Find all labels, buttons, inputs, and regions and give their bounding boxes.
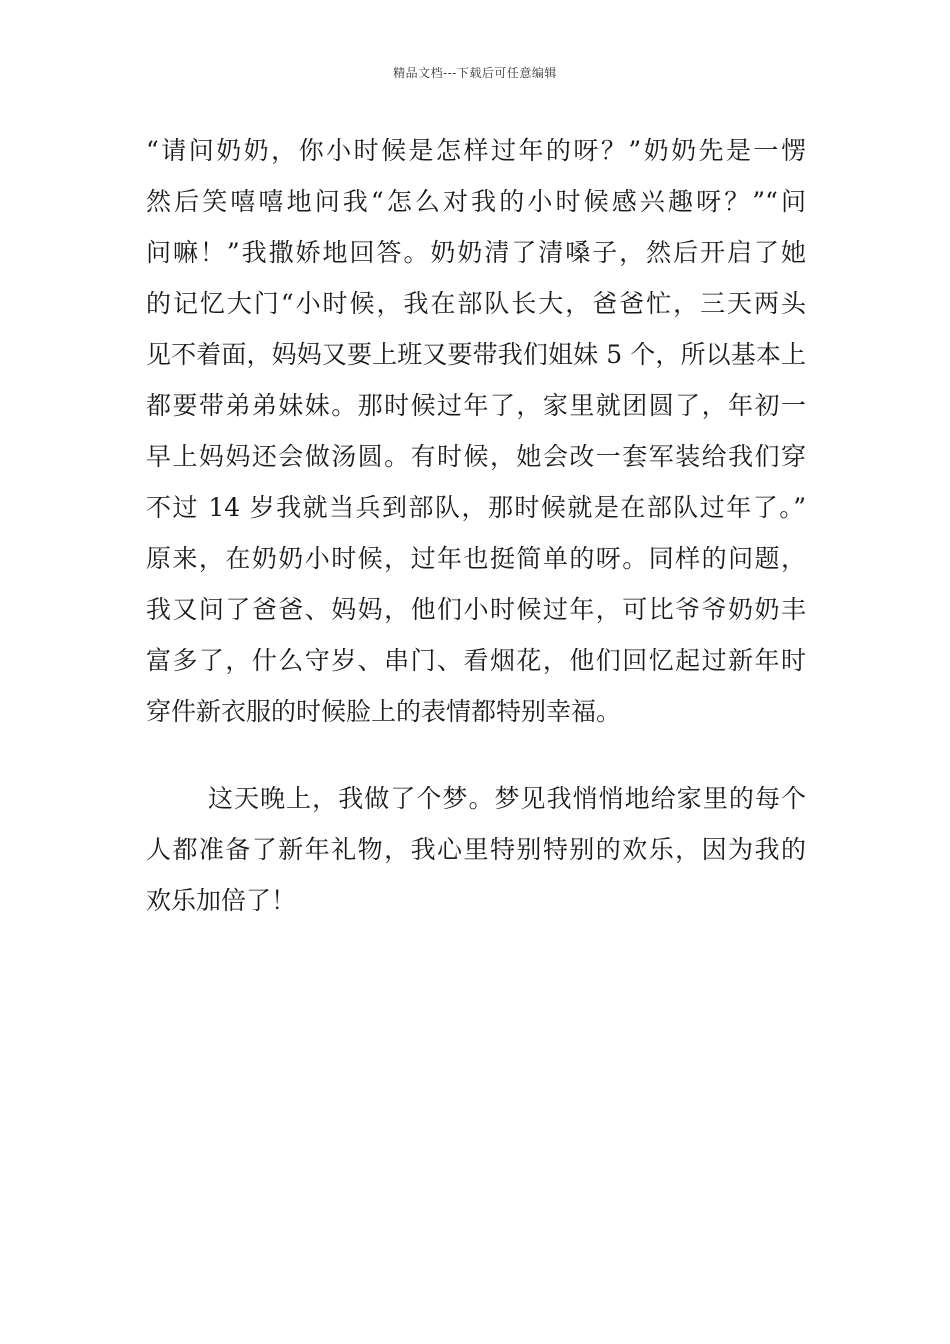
page-header: 精品文档---下载后可任意编辑 bbox=[393, 66, 557, 80]
text-line: “请问奶奶，你小时候是怎样过年的呀？”奶奶先是一愣 bbox=[146, 136, 806, 165]
paragraph-1 bbox=[146, 125, 806, 737]
text-line: 穿件新衣服的时候脸上的表情都特别幸福。 bbox=[146, 697, 622, 726]
text-line: 富多了，什么守岁、串门、看烟花，他们回忆起过新年时 bbox=[146, 646, 806, 675]
paragraph-2 bbox=[146, 773, 806, 926]
text-line: 早上妈妈还会做汤圆。有时候，她会改一套军装给我们穿 bbox=[146, 442, 806, 471]
text-line: 这天晚上，我做了个梦。梦见我悄悄地给家里的每个 bbox=[208, 784, 806, 813]
text-line: 人都准备了新年礼物，我心里特别特别的欢乐，因为我的 bbox=[146, 835, 806, 864]
text-line: 都要带弟弟妹妹。那时候过年了，家里就团圆了，年初一 bbox=[146, 391, 806, 420]
text-line: 见不着面，妈妈又要上班又要带我们姐妹 5 个，所以基本上 bbox=[146, 340, 806, 369]
text-line: 欢乐加倍了！ bbox=[146, 886, 297, 915]
text-line: 我又问了爸爸、妈妈，他们小时候过年，可比爷爷奶奶丰 bbox=[146, 595, 806, 624]
text-line: 然后笑嘻嘻地问我“怎么对我的小时候感兴趣呀？”“问 bbox=[146, 187, 806, 216]
text-line: 不过 14 岁我就当兵到部队，那时候就是在部队过年了。” bbox=[146, 493, 806, 522]
text-line: 的记忆大门“小时候，我在部队长大，爸爸忙，三天两头 bbox=[146, 289, 806, 318]
text-line: 问嘛！”我撒娇地回答。奶奶清了清嗓子，然后开启了她 bbox=[146, 238, 806, 267]
text-line: 原来，在奶奶小时候，过年也挺简单的呀。同样的问题， bbox=[146, 544, 806, 573]
